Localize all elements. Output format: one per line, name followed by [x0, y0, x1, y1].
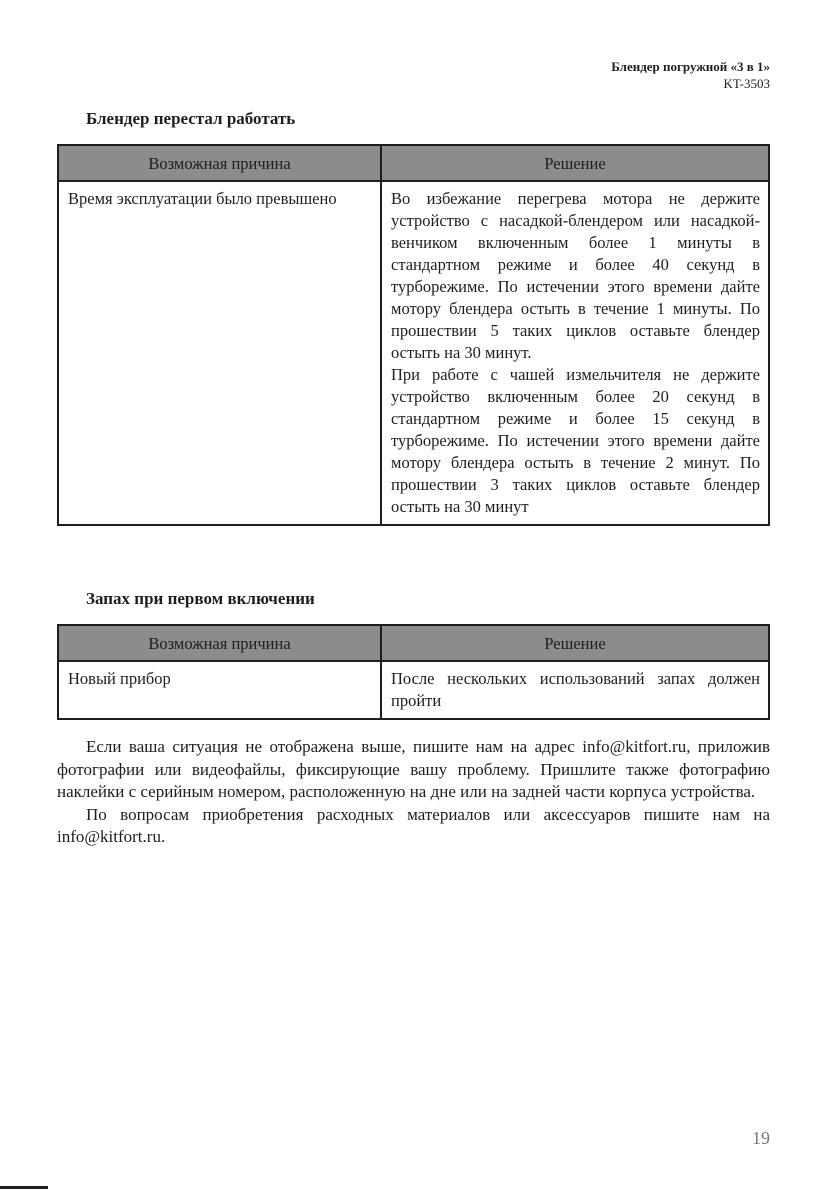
accessories-paragraph: По вопросам приобретения расходных материалов или аксессуаров пишите нам на info@kitfort.ru.	[57, 804, 770, 846]
cause-cell: Новый прибор	[58, 661, 381, 719]
solution-cell	[381, 181, 769, 525]
page-number: 19	[752, 1128, 770, 1148]
column-header-cause: Возможная причина	[58, 145, 381, 181]
product-name: Блендер погружной «3 в 1»	[611, 59, 770, 74]
solution-cell	[381, 661, 769, 719]
table-row	[58, 661, 769, 719]
column-header-cause: Возможная причина	[58, 625, 381, 661]
section-title-first-use-smell: Запах при первом включении	[86, 589, 315, 608]
solution-paragraph: При работе с чашей измельчителя не держите устройство включенным более 20 секунд в стандартном режиме и более 15 секунд в турборежиме. По истечении этого времени дайте мотору блендера остыть в течение 2 минут. По прошествии 3 таких циклов оставьте блендер остыть на 30 минут	[391, 365, 760, 516]
troubleshooting-table-blender-stopped	[57, 144, 770, 526]
solution-paragraph: Во избежание перегрева мотора не держите устройство с насадкой-блендером или насадкой-венчиком включенным более 1 минуты в стандартном режиме и более 40 секунд в турборежиме. По истечении этого времени дайте мотору блендера остыть в течение 1 минуты. По прошествии 5 таких циклов оставьте блендер остыть на 30 минут.	[391, 189, 760, 362]
troubleshooting-table-first-use-smell	[57, 624, 770, 720]
table-header-row	[58, 145, 769, 181]
table-row	[58, 181, 769, 525]
contact-info	[57, 736, 770, 849]
cause-cell: Время эксплуатации было превышено	[58, 181, 381, 525]
table-header-row	[58, 625, 769, 661]
section-title-blender-stopped: Блендер перестал работать	[86, 109, 296, 128]
model-number: KT-3503	[723, 76, 770, 91]
page-header	[611, 58, 770, 92]
column-header-solution: Решение	[381, 145, 769, 181]
column-header-solution: Решение	[381, 625, 769, 661]
page-edge-mark	[0, 1186, 48, 1189]
contact-paragraph: Если ваша ситуация не отображена выше, пишите нам на адрес info@kitfort.ru, приложив фотографии или видеофайлы, фиксирующие вашу проблему. Пришлите также фотографию наклейки с серийным номером, расположенную на дне или на задней части корпуса устройства.	[57, 737, 770, 801]
solution-paragraph: После нескольких использований запах должен пройти	[391, 669, 760, 710]
